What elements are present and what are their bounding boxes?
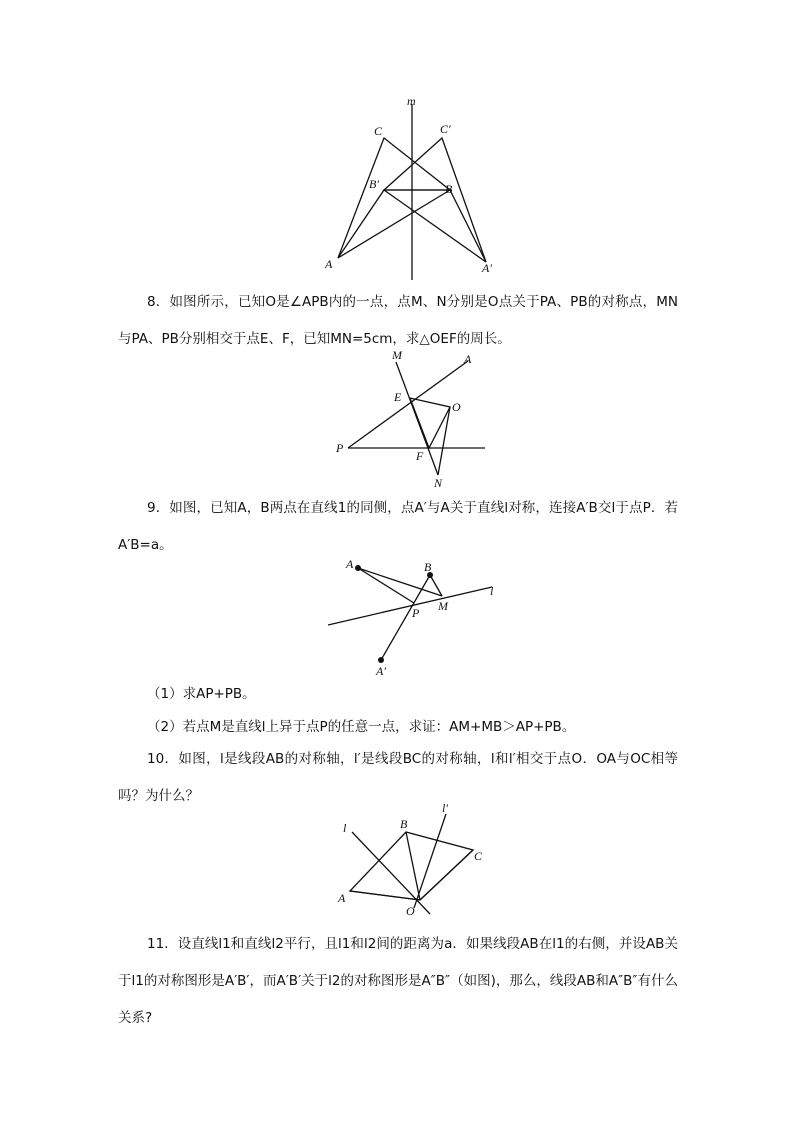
problem-9-question-1: （1）求AP+PB。 — [147, 686, 256, 702]
label-f: F — [416, 449, 424, 463]
point-a-prime — [378, 657, 384, 663]
figure-7 — [300, 90, 520, 285]
label-p: P — [336, 441, 344, 455]
label-a: A — [338, 891, 346, 905]
label-l-prime: l′ — [442, 801, 448, 815]
label-l: l — [490, 584, 494, 598]
label-n: N — [434, 476, 443, 490]
label-m: m — [407, 94, 416, 108]
polygon-a-b-c-o — [350, 832, 473, 900]
problem-8: 8．如图所示，已知O是∠APB内的一点，点M、N分别是O点关于PA、PB的对称点，MN与PA、PB分别相交于点E、F，已知MN=5cm，求△OEF的周长。 — [118, 294, 678, 347]
segment-o-c — [420, 850, 473, 900]
segment-a-b2 — [338, 190, 384, 258]
label-a-prime: A′ — [482, 261, 492, 275]
segment-o-n — [438, 407, 450, 475]
ray-pa — [348, 361, 468, 448]
segment-a2-b2 — [384, 190, 486, 262]
segment-a2-b — [381, 575, 430, 660]
label-c-prime: C′ — [440, 122, 451, 136]
label-p: P — [412, 606, 420, 620]
figure-8 — [330, 345, 500, 490]
label-c: C — [374, 124, 383, 138]
label-m: M — [392, 348, 402, 362]
label-a: A — [346, 557, 354, 571]
label-c: C — [474, 849, 483, 863]
polyline-a2-c2-b2-b — [384, 138, 486, 262]
problem-11: 11．设直线l1和直线l2平行，且l1和l2间的距离为a．如果线段AB在l1的右侧，并设AB关于l1的对称图形是A′B′，而A′B′关于l2的对称图形是A″B″（如图)，那么，线段AB和A″B″有什么关系? — [118, 936, 678, 1026]
label-b-prime: B′ — [369, 177, 379, 191]
problem-9-question-2: （2）若点M是直线l上异于点P的任意一点，求证：AM+MB＞AP+PB。 — [147, 719, 576, 735]
label-a: A — [325, 257, 333, 271]
line-l — [328, 587, 492, 625]
segment-a-p — [358, 568, 414, 603]
segment-a2-b — [450, 190, 486, 262]
polyline-a-c-b-b2 — [338, 138, 450, 258]
problem-10: 10．如图，l是线段AB的对称轴，l′是线段BC的对称轴，l和l′相交于点O．OA与OC相等吗？为什么？ — [118, 751, 678, 804]
figure-10 — [330, 800, 500, 925]
label-e: E — [394, 390, 402, 404]
label-a: A — [464, 352, 472, 366]
label-b: B — [424, 560, 432, 574]
point-a — [355, 565, 361, 571]
label-o: O — [406, 904, 415, 918]
figure-9 — [320, 555, 510, 680]
label-o: O — [452, 400, 461, 414]
label-b: B — [400, 817, 408, 831]
segment-o-b — [406, 832, 420, 900]
label-l: l — [343, 821, 347, 835]
label-b: B — [445, 182, 453, 196]
line-l — [352, 832, 430, 914]
label-m: M — [438, 599, 448, 613]
problem-9: 9．如图，已知A，B两点在直线1的同侧，点A′与A关于直线l对称，连接A′B交l于点P．若A′B=a。 — [118, 500, 678, 553]
label-a-prime: A′ — [376, 664, 386, 678]
